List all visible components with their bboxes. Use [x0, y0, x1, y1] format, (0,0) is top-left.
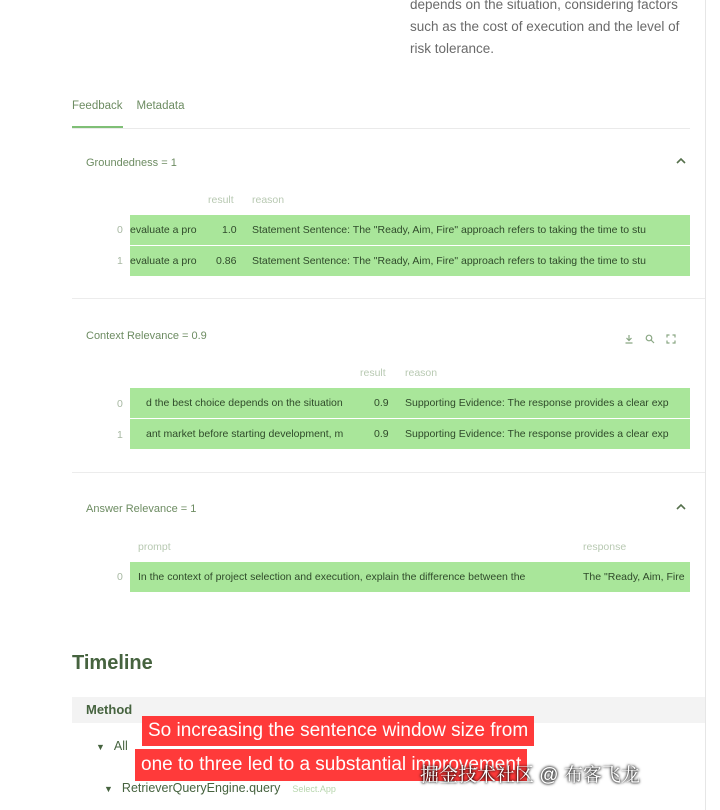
response-paragraph: depends on the situation, considering factors such as the cost of execution and the level of risk tolerance. — [410, 0, 680, 56]
reason-cell: Supporting Evidence: The response provides a clear exp — [405, 428, 669, 440]
answer-relevance-title[interactable]: Answer Relevance = 1 — [86, 503, 197, 515]
tree-node-all[interactable] — [96, 739, 128, 753]
row-index: 0 — [117, 398, 123, 410]
groundedness-table-header — [130, 188, 690, 214]
subtitle-line-1: So increasing the sentence window size from — [142, 716, 534, 746]
row-index: 1 — [117, 255, 123, 267]
column-header-result: result — [360, 367, 386, 379]
statement-cell: evaluate a pro — [130, 255, 197, 267]
row-index: 0 — [117, 571, 123, 583]
subtitle-line-2: one to three led to a substantial improvement — [135, 749, 527, 781]
caret-down-icon[interactable]: ▼ — [104, 784, 113, 794]
method-header-label: Method — [86, 702, 133, 717]
context-table-header — [130, 361, 690, 387]
section-divider — [72, 298, 705, 299]
result-cell: 0.86 — [216, 255, 237, 267]
tab-feedback[interactable]: Feedback — [72, 100, 123, 128]
row-index: 0 — [117, 224, 123, 236]
reason-cell: Supporting Evidence: The response provides a clear exp — [405, 397, 669, 409]
table-row[interactable] — [130, 246, 690, 276]
tab-bar — [72, 100, 184, 128]
select-tag: Select.App — [292, 784, 336, 794]
section-divider — [72, 472, 705, 473]
table-row[interactable] — [130, 562, 690, 592]
answer-table-header — [130, 535, 690, 561]
download-icon[interactable] — [624, 334, 634, 347]
chevron-up-icon[interactable] — [675, 155, 687, 169]
groundedness-title[interactable]: Groundedness = 1 — [86, 157, 177, 169]
table-row[interactable] — [130, 419, 690, 449]
fullscreen-icon[interactable] — [666, 334, 676, 347]
column-header-prompt: prompt — [138, 541, 171, 553]
caret-down-icon[interactable]: ▼ — [96, 742, 105, 752]
result-cell: 0.9 — [374, 397, 389, 409]
watermark-text: 掘金技术社区 @ 布客飞龙 — [420, 765, 640, 786]
tree-node-label: All — [113, 739, 128, 753]
tab-metadata[interactable]: Metadata — [136, 100, 185, 112]
statement-cell: evaluate a pro — [130, 224, 197, 236]
result-cell: 0.9 — [374, 428, 389, 440]
context-relevance-title[interactable]: Context Relevance = 0.9 — [86, 330, 207, 342]
table-toolbar — [624, 334, 676, 347]
tree-node-retriever-query[interactable] — [104, 781, 336, 795]
column-header-result: result — [208, 194, 234, 206]
chevron-up-icon[interactable] — [675, 501, 687, 515]
table-row[interactable] — [130, 388, 690, 418]
table-row[interactable] — [130, 215, 690, 245]
context-cell: d the best choice depends on the situation — [146, 397, 343, 409]
column-header-response: response — [583, 541, 627, 553]
timeline-heading: Timeline — [72, 652, 153, 674]
search-icon[interactable] — [645, 334, 655, 347]
reason-cell: Statement Sentence: The "Ready, Aim, Fire" approach refers to taking the time to stu — [252, 224, 647, 236]
tab-underline-rule — [72, 128, 690, 129]
column-header-reason: reason — [252, 194, 285, 206]
tree-node-label: RetrieverQueryEngine.query — [121, 781, 281, 795]
row-index: 1 — [117, 429, 123, 441]
prompt-cell: In the context of project selection and execution, explain the difference between the — [138, 571, 526, 583]
response-cell: The "Ready, Aim, Fire — [583, 571, 685, 583]
content-frame-border — [705, 0, 706, 810]
context-cell: ant market before starting development, m — [146, 428, 344, 440]
column-header-reason: reason — [405, 367, 438, 379]
reason-cell: Statement Sentence: The "Ready, Aim, Fire" approach refers to taking the time to stu — [252, 255, 647, 267]
result-cell: 1.0 — [222, 224, 237, 236]
